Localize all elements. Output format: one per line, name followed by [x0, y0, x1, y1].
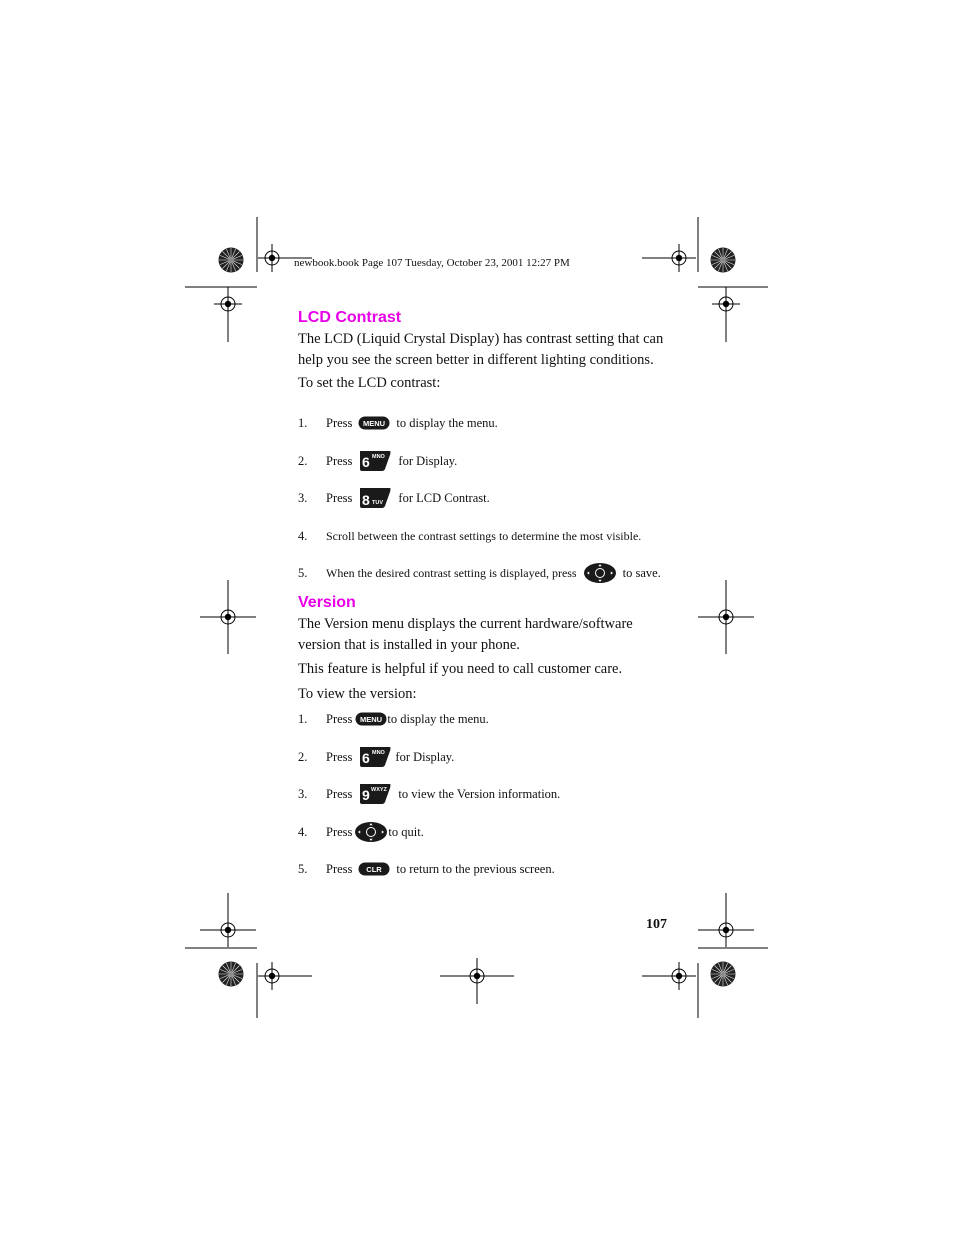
9-key-icon	[358, 782, 392, 806]
lcd-contrast-intro: The LCD (Liquid Crystal Display) has contrast setting that can help you see the screen better in different lighting conditions.	[298, 331, 664, 368]
svg-text:6: 6	[362, 750, 371, 766]
svg-text:8: 8	[362, 492, 371, 508]
svg-text:WXYZ: WXYZ	[371, 787, 388, 793]
list-item: 4. Scroll between the contrast settings to determine the most visible.	[298, 528, 642, 543]
list-item: 2. Press 6 MNO for Display.	[298, 449, 457, 473]
lcd-contrast-lead: To set the LCD contrast:	[298, 375, 441, 391]
star-target-bottom-left	[219, 962, 244, 987]
list-item: 5. Press CLR to return to the previous screen.	[298, 861, 555, 876]
svg-text:MENU: MENU	[360, 715, 383, 724]
version-helpful: This feature is helpful if you need to call customer care.	[298, 661, 623, 677]
6-key-icon	[358, 745, 392, 769]
svg-text:CLR: CLR	[366, 865, 383, 874]
page-number: 107	[646, 917, 667, 932]
star-target-top-left	[219, 248, 244, 273]
star-target-bottom-right	[711, 962, 736, 987]
svg-text:9: 9	[362, 787, 371, 803]
list-item: 2. Press 6 MNO for Display.	[298, 745, 454, 769]
list-item: 3. Press 8 TUV for LCD Contrast.	[298, 486, 490, 510]
lcd-contrast-heading: LCD Contrast	[298, 309, 402, 326]
8-key-icon	[358, 486, 392, 510]
6-key-icon	[358, 449, 392, 473]
list-item: 3. Press 9 WXYZ to view the Version information.	[298, 782, 560, 806]
star-target-top-right	[711, 248, 736, 273]
svg-text:6: 6	[362, 454, 371, 470]
nav-key-icon	[354, 821, 388, 843]
page-header: newbook.book Page 107 Tuesday, October 23, 2001 12:27 PM	[294, 257, 570, 269]
list-item: 1. Press MENU to display the menu.	[298, 415, 498, 430]
version-lead: To view the version:	[298, 686, 417, 702]
svg-text:MNO: MNO	[372, 454, 386, 460]
version-intro: The Version menu displays the current hardware/software version that is installed in your phone.	[298, 616, 633, 653]
nav-key-icon	[583, 562, 617, 584]
menu-key-icon	[355, 712, 387, 726]
list-item: 5. When the desired contrast setting is displayed, press to save.	[298, 561, 661, 585]
version-heading: Version	[298, 594, 356, 611]
menu-key-icon	[358, 416, 390, 430]
svg-text:MENU: MENU	[363, 419, 386, 428]
svg-text:TUV: TUV	[372, 500, 384, 506]
clr-key-icon	[358, 862, 390, 876]
svg-text:MNO: MNO	[372, 750, 386, 756]
list-item: 4. Press to quit.	[298, 820, 424, 844]
list-item: 1. Press MENU to display the menu.	[298, 711, 489, 726]
